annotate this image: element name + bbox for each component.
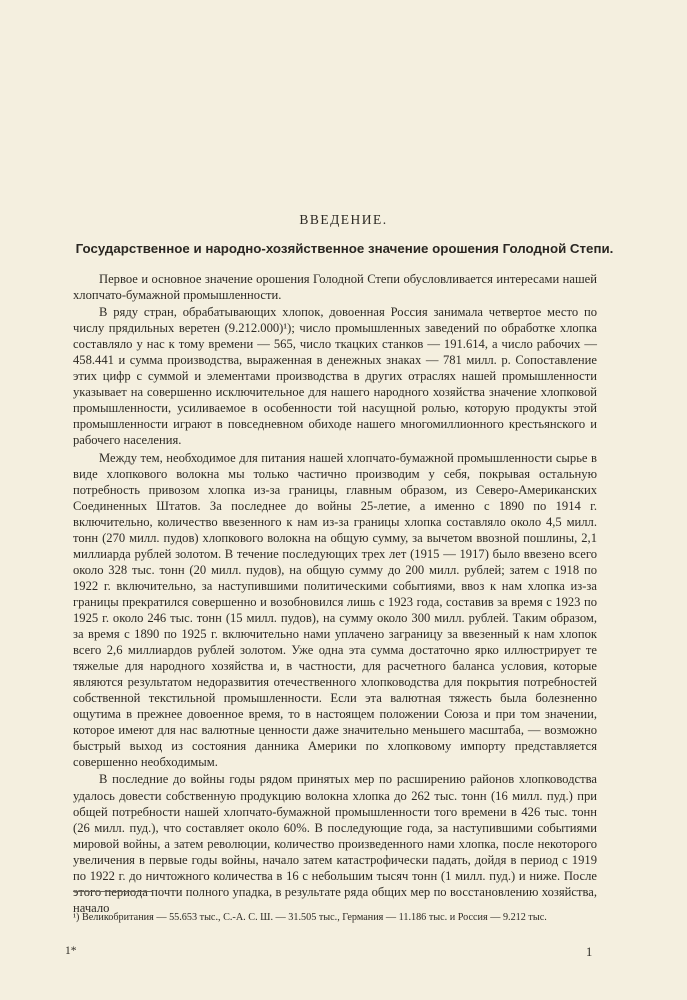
paragraph-2: В ряду стран, обрабатывающих хлопок, довоенная Россия занимала четвертое место по числу прядильных веретен (9.212.000)¹); число промышленных заведений по обработке хлопка составляло у нас к тому времени — 565, число ткацких станков — 191.614, а число рабочих — 458.441 и сумма производства, выраженная в денежных знаках — 781 милл. р. Сопоставление этих цифр с суммой и элементами производства в других отраслях нашей промышленности указывает на совершенно исключительное для нашего народного хозяйства значение хлопковой промышленности, усиливаемое в особенности той насущной ролью, которую продукты этой промышленности играют в повседневном обиходе нашего многомиллионного крестьянского и рабочего населения. [73, 305, 597, 448]
body-text [73, 271, 597, 916]
paragraph-4: В последние до войны годы рядом принятых мер по расширению районов хлопководства удалось довести собственную продукцию волокна хлопка до 262 тыс. тонн (16 милл. пуд.) при общей потребности нашей хлопчато-бумажной промышленности того времени в 426 тыс. тонн (26 милл. пуд.), что составляет около 60%. В последующие года, за наступившими событиями мировой войны, а затем революции, количество произведенного нами хлопка, после некоторого увеличения в первые годы войны, начало затем катастрофически падать, дойдя в период с 1919 по 1922 г. до ничтожного количества в 16 с небольшим тысяч тонн (1 милл. пуд.) и ниже. После этого периода почти полного упадка, в результате ряда общих мер по восстановлению хозяйства, начало [73, 772, 597, 915]
signature-mark: 1* [65, 945, 77, 957]
paragraph-3: Между тем, необходимое для питания нашей хлопчато-бумажной промышленности сырье в виде хлопкового волокна мы только частично производим у себя, покрывая остальную потребность привозом хлопка из-за границы, главным образом, из Северо-Американских Соединенных Штатов. За последнее до войны 25-летие, а именно с 1890 по 1914 г. включительно, количество ввезенного к нам из-за границы хлопка составляло около 4,5 милл. тонн (270 милл. пудов) хлопкового волокна на общую сумму, за вычетом ввозной пошлины, 2,1 миллиарда рублей золотом. В течение последующих трех лет (1915 — 1917) было ввезено всего около 328 тыс. тонн (20 милл. пудов), на общую сумму до 200 милл. рублей; затем с 1918 по 1922 г. включительно, за наступившими политическими событиями, ввоз к нам хлопка из-за границы прекратился совершенно и возобновился лишь с 1923 года, составив за время с 1923 по 1925 г. около 246 тыс. тонн (15 милл. пудов), на сумму около 300 милл. рублей. Таким образом, за время с 1890 по 1925 г. включительно нами уплачено заграницу за ввезенный к нам хлопок всего 2,6 миллиардов рублей золотом. Уже одна эта сумма достаточно ярко иллюстрирует те тяжелые для народного хозяйства и, в частности, для расчетного баланса условия, которые являются результатом недоразвития отечественного хлопководства для покрытия потребностей собственной текстильной промышленности. Если эта валютная тяжесть была болезненно ощутима в прежнее довоенное время, то в настоящем положении Союза и при том значении, которое имеют для нас валютные ценности даже значительно меньшего масштаба, — возможно быстрый выход из состояния данника Америки по хлопковому импорту представляется совершенно необходимым. [73, 450, 597, 770]
page-heading: ВВЕДЕНИЕ. [299, 212, 388, 227]
page-number: 1 [586, 945, 593, 959]
paragraph-1: Первое и основное значение орошения Голодной Степи обусловливается интересами нашей хлопчато-бумажной промышленности. [73, 272, 597, 303]
section-title: Государственное и народно-хозяйственное значение орошения Голодной Степи. [75, 241, 614, 256]
footnote-divider [73, 891, 153, 892]
footnote: ¹) Великобритания — 55.653 тыс., С.-А. С. Ш. — 31.505 тыс., Германия — 11.186 тыс. и Россия — 9.212 тыс. [73, 912, 547, 923]
